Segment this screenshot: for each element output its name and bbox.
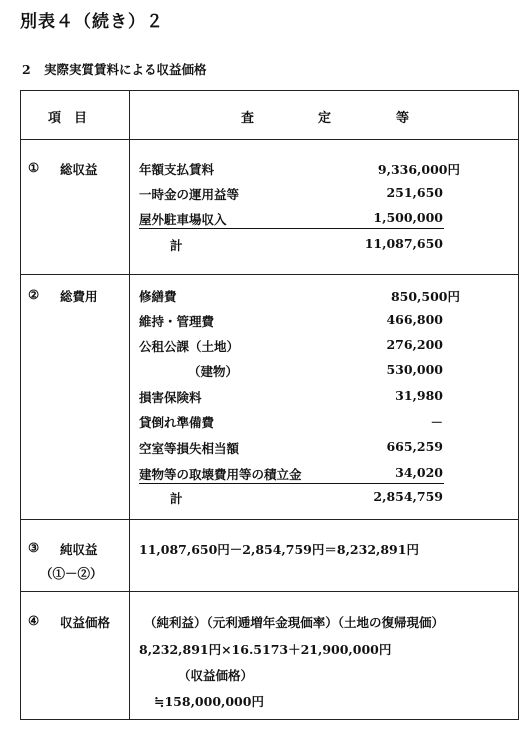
header-assess-2: 定 xyxy=(318,111,332,126)
section-subtitle-text: 実際実質賃料による収益価格 xyxy=(44,62,207,77)
expenses-number: ② xyxy=(28,287,40,302)
income-total-label: 計 xyxy=(170,238,183,253)
expense-item-amount: － xyxy=(430,415,443,430)
income-number: ① xyxy=(28,160,40,175)
income-item-amount: 251,650 xyxy=(386,185,443,200)
header-assess-1: 査 xyxy=(241,111,255,126)
net-number: ③ xyxy=(28,540,40,555)
net-sub-label: （①－②） xyxy=(40,566,103,581)
income-item-name: 年額支払賃料 xyxy=(139,162,215,177)
income-item-name: 一時金の運用益等 xyxy=(139,187,240,202)
header-item: 項 目 xyxy=(48,111,88,126)
value-result: ≒158,000,000円 xyxy=(154,694,264,709)
value-result-label: （収益価格） xyxy=(178,668,254,683)
row-divider-header xyxy=(21,139,518,140)
expense-item-name: 建物等の取壊費用等の積立金 xyxy=(139,467,302,482)
row-divider-expenses xyxy=(21,519,518,520)
expense-item-name: 空室等損失相当額 xyxy=(139,441,240,456)
value-label: 収益価格 xyxy=(60,615,111,630)
expenses-label: 総費用 xyxy=(60,289,98,304)
expense-item-name: 修繕費 xyxy=(139,289,177,304)
expense-item-name: 貸倒れ準備費 xyxy=(139,415,215,430)
column-divider xyxy=(129,91,130,719)
net-formula: 11,087,650円－2,854,759円＝8,232,891円 xyxy=(139,542,419,557)
expense-item-amount: 530,000 xyxy=(386,362,443,377)
income-item-amount: 1,500,000 xyxy=(373,210,443,225)
net-label: 純収益 xyxy=(60,542,98,557)
page-title: 別表４（続き）２ xyxy=(20,12,164,32)
expense-item-amount: 276,200 xyxy=(386,337,443,352)
expense-item-name: 公租公課（土地） xyxy=(139,339,240,354)
income-subtotal-underline xyxy=(139,228,444,229)
income-item-amount: 9,336,000円 xyxy=(377,162,460,177)
value-formula-terms: （純利益）（元利逓増年金現価率）（土地の復帰現価） xyxy=(144,615,445,630)
income-label: 総収益 xyxy=(60,162,98,177)
expense-item-amount: 665,259 xyxy=(386,439,443,454)
expenses-total-label: 計 xyxy=(170,491,183,506)
expense-item-amount: 34,020 xyxy=(395,465,443,480)
expense-item-name: 維持・管理費 xyxy=(139,314,215,329)
expense-item-name: （建物） xyxy=(188,364,239,379)
section-subtitle xyxy=(22,60,207,78)
expenses-total-amount: 2,854,759 xyxy=(373,489,443,504)
header-assess-3: 等 xyxy=(396,111,410,126)
row-divider-income xyxy=(21,274,518,275)
expense-item-amount: 850,500円 xyxy=(390,289,460,304)
expense-item-amount: 466,800 xyxy=(386,312,443,327)
expenses-subtotal-underline xyxy=(139,483,444,484)
income-total-amount: 11,087,650 xyxy=(364,236,443,251)
section-number: 2 xyxy=(22,62,31,77)
value-number: ④ xyxy=(28,613,40,628)
expense-item-name: 損害保険料 xyxy=(139,390,202,405)
row-divider-net xyxy=(21,591,518,592)
expense-item-amount: 31,980 xyxy=(395,388,443,403)
income-item-name: 屋外駐車場収入 xyxy=(139,212,227,227)
value-formula: 8,232,891円×16.5173＋21,900,000円 xyxy=(139,642,392,657)
